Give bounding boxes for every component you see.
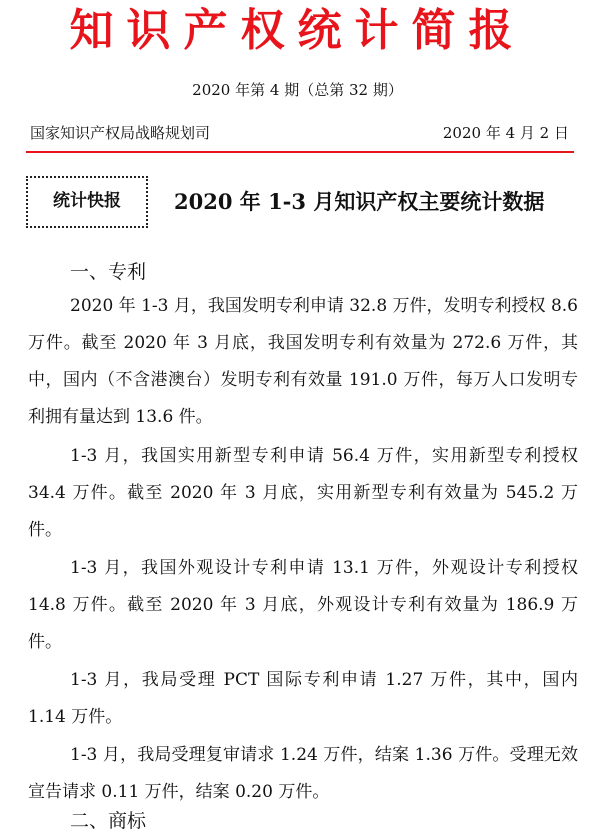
issuing-department: 国家知识产权局战略规划司: [30, 124, 211, 142]
paragraph-invention-patent: 2020 年 1-3 月，我国发明专利申请 32.8 万件，发明专利授权 8.6 万件。截至 2020 年 3 月底，我国发明专利有效量为 272.6 万件，其中，国内（不含港澳台）发明专利有效量 191.0 万件，每万人口发明专利拥有量达到 13.6 件。: [28, 296, 578, 427]
express-badge: 统计快报: [26, 176, 148, 228]
section-heading-patent: 一、专利: [70, 261, 147, 283]
paragraph-reexamination: 1-3 月，我局受理复审请求 1.24 万件，结案 1.36 万件。受理无效宣告请求 0.11 万件，结案 0.20 万件。: [28, 745, 578, 802]
issue-number: 2020 年第 4 期（总第 32 期）: [192, 81, 403, 99]
section-heading-trademark: 二、商标: [70, 810, 147, 832]
publish-date: 2020 年 4 月 2 日: [442, 124, 569, 142]
paragraph-utility-model: 1-3 月，我国实用新型专利申请 56.4 万件，实用新型专利授权 34.4 万件。截至 2020 年 3 月底，实用新型专利有效量为 545.2 万件。: [28, 446, 578, 540]
paragraph-design-patent: 1-3 月，我国外观设计专利申请 13.1 万件，外观设计专利授权 14.8 万件。截至 2020 年 3 月底，外观设计专利有效量为 186.9 万件。: [28, 558, 578, 652]
masthead-title: 知识产权统计简报: [69, 5, 526, 56]
red-divider: [26, 151, 574, 153]
report-title: 2020 年 1-3 月知识产权主要统计数据: [174, 189, 545, 214]
paragraph-pct: 1-3 月，我局受理 PCT 国际专利申请 1.27 万件，其中，国内 1.14 万件。: [28, 670, 578, 727]
